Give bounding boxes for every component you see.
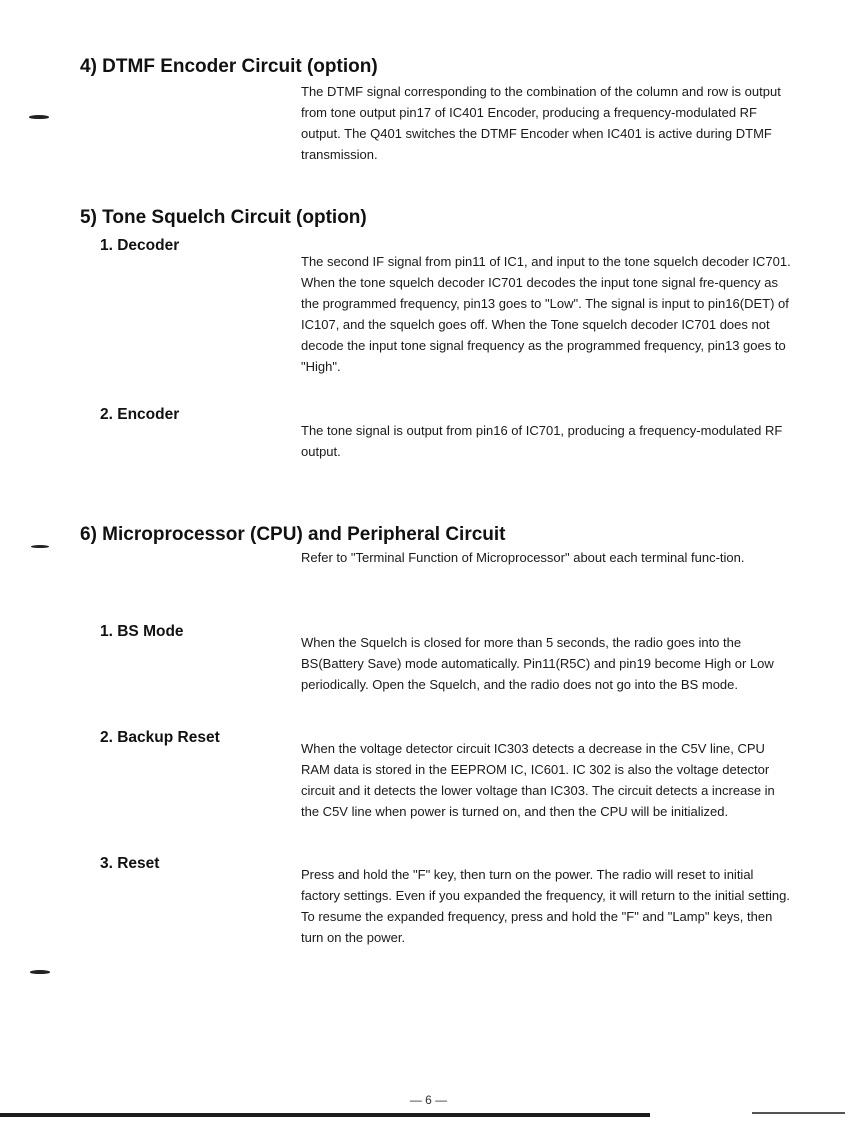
section-title-tone-squelch: 5) Tone Squelch Circuit (option) <box>80 207 367 228</box>
subsection-title-encoder: 2. Encoder <box>100 406 180 423</box>
section-title-dtmf-encoder: 4) DTMF Encoder Circuit (option) <box>80 56 378 77</box>
page-number: — 6 — <box>409 1093 448 1107</box>
scan-mark-top <box>29 115 49 119</box>
scan-mark-middle <box>31 545 49 548</box>
backup-reset-description: When the voltage detector circuit IC303 detects a decrease in the C5V line, CPU RAM data is stored in the EEPROM IC, IC601. IC 302 is also the voltage detector circuit and it detects the lower voltage than IC303. The circuit detects a increase in the C5V line when power is turned on, and then the CPU will be initialized. <box>301 741 775 819</box>
encoder-description: The tone signal is output from pin16 of IC701, producing a frequency-modulated RF output. <box>301 423 783 459</box>
footer-rule-right <box>752 1112 845 1114</box>
reset-description: Press and hold the "F" key, then turn on the power. The radio will reset to initial factory settings. Even if you expanded the frequency, it will return to the initial setting. To resume the expanded frequency, press and hold the "F" and "Lamp" keys, then turn on the power. <box>301 867 790 945</box>
scan-mark-bottom <box>30 970 50 974</box>
dtmf-encoder-description: The DTMF signal corresponding to the combination of the column and row is output from tone output pin17 of IC401 Encoder, producing a frequency-modulated RF output. The Q401 switches the DTMF Encoder when IC401 is active during DTMF transmission. <box>301 84 781 162</box>
subsection-title-backup-reset: 2. Backup Reset <box>100 729 220 746</box>
footer-rule-left <box>0 1113 650 1117</box>
decoder-description: The second IF signal from pin11 of IC1, and input to the tone squelch decoder IC701. When the tone squelch decoder IC701 decodes the input tone signal fre-quency as the programmed frequency, pin13 goes to "Low". The signal is input to pin16(DET) of IC107, and the squelch goes off. When the Tone squelch decoder IC701 does not decode the input tone signal frequency as the programmed frequency, pin13 goes to "High". <box>301 254 791 374</box>
section-title-microprocessor: 6) Microprocessor (CPU) and Peripheral Circuit <box>80 524 506 545</box>
subsection-title-bs-mode: 1. BS Mode <box>100 623 184 640</box>
subsection-title-reset: 3. Reset <box>100 855 160 872</box>
bs-mode-description: When the Squelch is closed for more than 5 seconds, the radio goes into the BS(Battery Save) mode automatically. Pin11(R5C) and pin19 become High or Low periodically. Open the Squelch, and the radio does not go into the BS mode. <box>301 635 774 692</box>
subsection-title-decoder: 1. Decoder <box>100 237 180 254</box>
microprocessor-intro: Refer to "Terminal Function of Microprocessor" about each terminal func-tion. <box>301 550 745 565</box>
